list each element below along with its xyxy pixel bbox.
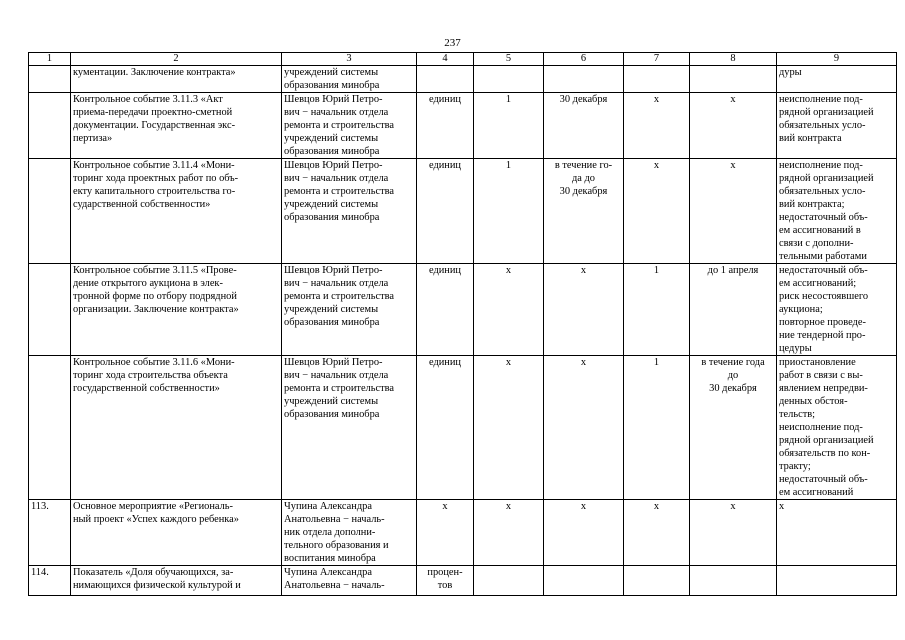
value-col5: [474, 264, 544, 356]
row-number: [29, 66, 71, 93]
event-name-text: Основное мероприятие «Региональ- ный проект «Успех каждого ребенка»: [73, 501, 239, 525]
value-col5: [474, 566, 544, 596]
page-number: 237: [444, 37, 461, 49]
responsible-person: [282, 93, 417, 159]
risk-description: [777, 93, 897, 159]
value-col8: [690, 93, 777, 159]
row-number: [29, 93, 71, 159]
event-name: [71, 66, 282, 93]
value-col5: [474, 500, 544, 566]
value-col8: [690, 356, 777, 500]
unit-cell: [417, 566, 474, 596]
row-number-text: 114.: [31, 567, 49, 578]
unit-cell: [417, 66, 474, 93]
unit-cell: [417, 93, 474, 159]
value-col8: [690, 159, 777, 264]
unit-cell-text: х: [442, 501, 448, 512]
header-cell: 4: [417, 53, 474, 66]
unit-cell: [417, 159, 474, 264]
event-name: [71, 93, 282, 159]
responsible-person-text: Чупина Александра Анатольевна − началь- ник отдела дополни- тельного образования и воспитания минобра: [284, 501, 389, 564]
unit-cell: [417, 356, 474, 500]
unit-cell-text: единиц: [428, 160, 461, 171]
value-col5-text: 1: [505, 94, 512, 105]
risk-description-text: х: [779, 501, 785, 512]
table-row: [29, 356, 897, 500]
value-col7-text: 1: [653, 357, 660, 368]
table-row: [29, 93, 897, 159]
header-cell: 1: [29, 53, 71, 66]
unit-cell: [417, 500, 474, 566]
row-number: [29, 566, 71, 596]
risk-description-text: неисполнение под- рядной организацией обязательных усло- вий контракта: [779, 94, 874, 144]
unit-cell: [417, 264, 474, 356]
value-col6: [544, 93, 624, 159]
value-col5: [474, 159, 544, 264]
value-col5: [474, 66, 544, 93]
header-cell: 6: [544, 53, 624, 66]
value-col7: [624, 93, 690, 159]
row-number: [29, 159, 71, 264]
table-row: [29, 264, 897, 356]
value-col6: [544, 500, 624, 566]
risk-description-text: неисполнение под- рядной организацией обязательных усло- вий контракта; недостаточный объ- ем ассигнований в связи с дополни- тельными работами: [779, 160, 874, 262]
responsible-person: [282, 264, 417, 356]
event-name: [71, 500, 282, 566]
value-col6-text: 30 декабря: [559, 94, 608, 105]
header-cell: 7: [624, 53, 690, 66]
value-col8-text: х: [730, 94, 736, 105]
risk-description: [777, 66, 897, 93]
responsible-person: [282, 159, 417, 264]
value-col5-text: х: [505, 265, 512, 276]
header-cell: 5: [474, 53, 544, 66]
value-col6-text: х: [580, 357, 587, 368]
event-name-text: Контрольное событие 3.11.5 «Прове- дение открытого аукциона в элек- тронной форме по отбору подрядной организации. Заключение контракта»: [73, 265, 239, 315]
risk-description: [777, 159, 897, 264]
responsible-person-text: Шевцов Юрий Петро- вич − начальник отдела ремонта и строительства учреждений системы образования минобра: [284, 160, 395, 223]
row-number: [29, 356, 71, 500]
value-col8: [690, 500, 777, 566]
risk-description: [777, 264, 897, 356]
value-col8-text: в течение года до 30 декабря: [701, 357, 765, 394]
unit-cell-text: процен- тов: [427, 567, 463, 591]
table-row: [29, 566, 897, 596]
value-col8-text: до 1 апреля: [707, 265, 759, 276]
row-number: [29, 264, 71, 356]
responsible-person-text: Шевцов Юрий Петро- вич − начальник отдела ремонта и строительства учреждений системы образования минобра: [284, 94, 395, 157]
responsible-person: [282, 66, 417, 93]
risk-description-text: дуры: [779, 67, 802, 78]
responsible-person: [282, 356, 417, 500]
value-col7: [624, 356, 690, 500]
event-name: [71, 356, 282, 500]
value-col6: [544, 566, 624, 596]
table-row: [29, 500, 897, 566]
event-name-text: Контрольное событие 3.11.6 «Мони- торинг хода строительства объекта государственной собственности»: [73, 357, 235, 394]
risk-description-text: недостаточный объ- ем ассигнований; риск несостоявшего аукциона; повторное проведе- ние тендерной про- цедуры: [779, 265, 869, 354]
header-cell: 8: [690, 53, 777, 66]
value-col8: [690, 566, 777, 596]
row-number-text: 113.: [31, 501, 49, 512]
table-header-row: [29, 53, 897, 66]
value-col5-text: х: [505, 357, 512, 368]
value-col7: [624, 159, 690, 264]
value-col5-text: 1: [505, 160, 512, 171]
responsible-person: [282, 500, 417, 566]
event-name-text: Контрольное событие 3.11.4 «Мони- торинг хода проектных работ по объ- екту капитального строительства го- сударственной собственности»: [73, 160, 239, 210]
value-col7-text: 1: [653, 265, 660, 276]
value-col6: [544, 356, 624, 500]
risk-description: [777, 500, 897, 566]
risk-description: [777, 356, 897, 500]
value-col6-text: х: [580, 501, 587, 512]
responsible-person-text: Шевцов Юрий Петро- вич − начальник отдела ремонта и строительства учреждений системы образования минобра: [284, 265, 395, 328]
event-name-text: Показатель «Доля обучающихся, за- нимающихся физической культурой и: [73, 567, 241, 591]
value-col7-text: х: [653, 94, 660, 105]
value-col8: [690, 264, 777, 356]
value-col5: [474, 93, 544, 159]
event-name-text: кументации. Заключение контракта»: [73, 67, 236, 78]
value-col7-text: х: [653, 501, 660, 512]
value-col6-text: х: [580, 265, 587, 276]
event-name: [71, 566, 282, 596]
unit-cell-text: единиц: [428, 94, 461, 105]
value-col8-text: х: [730, 160, 736, 171]
header-cell: 3: [282, 53, 417, 66]
table-row: [29, 66, 897, 93]
value-col8-text: х: [730, 501, 736, 512]
responsible-person-text: Шевцов Юрий Петро- вич − начальник отдела ремонта и строительства учреждений системы образования минобра: [284, 357, 395, 420]
value-col6-text: в течение го- да до 30 декабря: [554, 160, 613, 197]
value-col5-text: х: [505, 501, 512, 512]
event-name: [71, 264, 282, 356]
value-col6: [544, 66, 624, 93]
value-col7: [624, 566, 690, 596]
risk-description-text: приостановление работ в связи с вы- явлением непредви- денных обстоя- тельств; неисполнение под- рядной организацией обязательств по кон- тракту; недостаточный объ- ем ассигнований: [779, 357, 874, 498]
value-col7: [624, 500, 690, 566]
value-col8: [690, 66, 777, 93]
responsible-person-text: учреждений системы образования минобра: [284, 67, 380, 91]
unit-cell-text: единиц: [428, 357, 461, 368]
risk-description: [777, 566, 897, 596]
value-col7-text: х: [653, 160, 660, 171]
value-col7: [624, 66, 690, 93]
header-cell: 2: [71, 53, 282, 66]
plan-table: [28, 52, 897, 596]
responsible-person-text: Чупина Александра Анатольевна − началь-: [284, 567, 385, 591]
value-col5: [474, 356, 544, 500]
responsible-person: [282, 566, 417, 596]
value-col6: [544, 264, 624, 356]
table-row: [29, 159, 897, 264]
unit-cell-text: единиц: [428, 265, 461, 276]
header-cell: 9: [777, 53, 897, 66]
row-number: [29, 500, 71, 566]
value-col7: [624, 264, 690, 356]
event-name-text: Контрольное событие 3.11.3 «Акт приема-передачи проектно-сметной документации. Государственная экс- пертиза»: [73, 94, 236, 144]
event-name: [71, 159, 282, 264]
value-col6: [544, 159, 624, 264]
